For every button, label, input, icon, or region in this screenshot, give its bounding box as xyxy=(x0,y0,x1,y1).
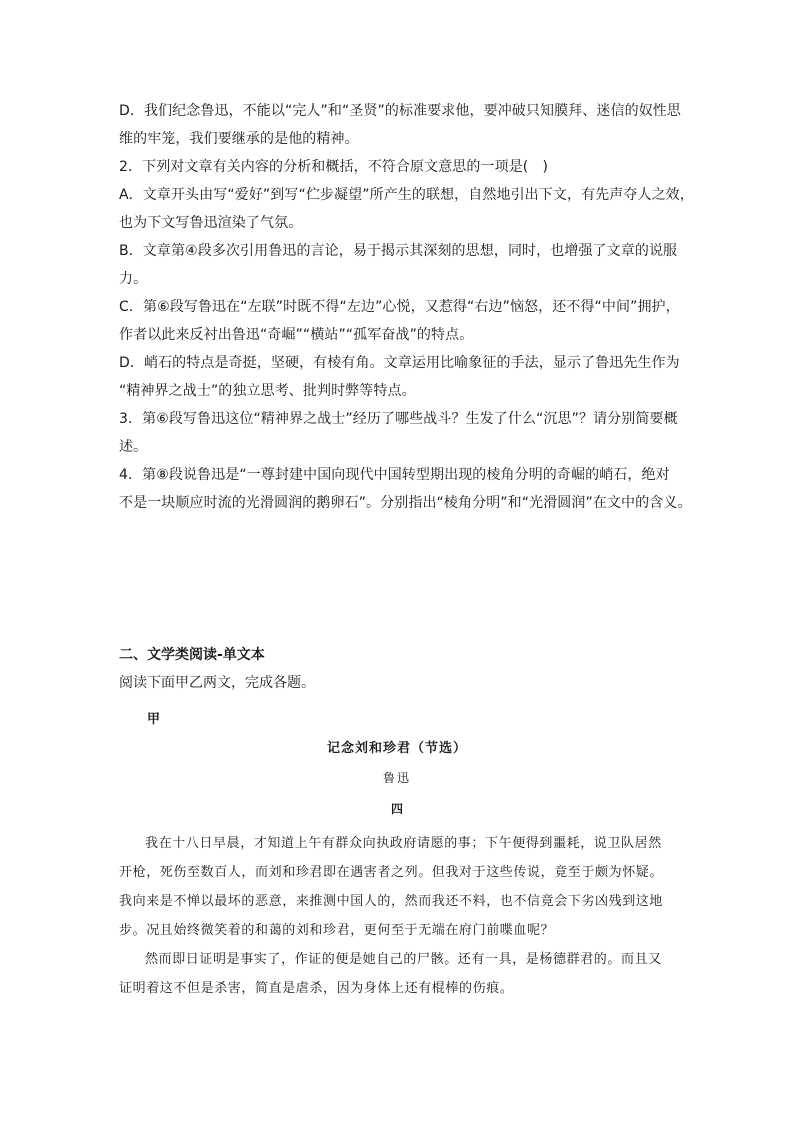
question-4-line-1: 4．第⑧段说鲁迅是“一尊封建中国向现代中国转型期出现的棱角分明的奇崛的峭石，绝对 xyxy=(119,467,670,483)
option-c-line-1: C．第⑥段写鲁迅在“左联”时既不得“左边”心悦，又惹得“右边”恼怒，还不得“中间”拥护， xyxy=(119,299,680,315)
question-block xyxy=(119,97,694,517)
article-author: 鲁迅 xyxy=(382,771,411,785)
text-label-jia: 甲 xyxy=(147,712,161,727)
section-intro: 阅读下面甲乙两文，完成各题。 xyxy=(119,675,315,691)
option-d2-line-1: D．峭石的特点是奇挺，坚硬，有棱有角。文章运用比喻象征的手法，显示了鲁迅先生作为 xyxy=(119,355,680,371)
option-c-line-2: 作者以此来反衬出鲁迅“奇崛”“横站”“孤军奋战”的特点。 xyxy=(119,327,474,343)
option-b-line-2: 力。 xyxy=(119,271,148,287)
article-line: 证明着这不但是杀害，简直是虐杀，因为身体上还有棍棒的伤痕。 xyxy=(119,981,514,996)
article-part-number: 四 xyxy=(390,802,403,816)
question-4-line-2: 不是一块顺应时流的光滑圆润的鹅卵石”。分别指出“棱角分明”和“光滑圆润”在文中的含义。 xyxy=(119,495,692,511)
question-3-line-1: 3．第⑥段写鲁迅这位“精神界之战士”经历了哪些战斗？生发了什么“沉思”？请分别简要概 xyxy=(119,411,678,427)
option-a-line-1: A．文章开头由写“爱好”到写“伫步凝望”所产生的联想，自然地引出下文，有先声夺人之效， xyxy=(119,187,694,203)
question-2: 2．下列对文章有关内容的分析和概括，不符合原文意思的一项是( ) xyxy=(119,159,549,175)
section-title: 二、文学类阅读-单文本 xyxy=(119,647,265,663)
option-d2-line-2: “精神界之战士”的独立思考、批判时弊等特点。 xyxy=(119,383,416,399)
article-body xyxy=(119,829,679,1003)
question-3-line-2: 述。 xyxy=(119,439,148,455)
option-d-line-2: 维的牢笼，我们要继承的是他的精神。 xyxy=(119,131,359,147)
article-line: 我向来是不惮以最坏的恶意，来推测中国人的，然而我还不料，也不信竟会下劣凶残到这地 xyxy=(119,894,664,909)
option-b-line-1: B．文章第④段多次引用鲁迅的言论，易于揭示其深刻的思想，同时，也增强了文章的说服 xyxy=(119,243,678,259)
article-line: 步。况且始终微笑着的和蔼的刘和珍君，更何至于无端在府门前喋血呢？ xyxy=(119,923,555,938)
section-2-header xyxy=(119,641,679,697)
article-title: 记念刘和珍君（节选） xyxy=(326,741,467,756)
article-line: 开枪，死伤至数百人，而刘和珍君即在遇害者之列。但我对于这些传说，竟至于颇为怀疑。 xyxy=(119,865,664,880)
article-line: 我在十八日早晨，才知道上午有群众向执政府请愿的事；下午便得到噩耗，说卫队居然 xyxy=(145,836,662,851)
article-line: 然而即日证明是事实了，作证的便是她自己的尸骸。还有一具，是杨德群君的。而且又 xyxy=(145,952,662,967)
option-a-line-2: 也为下文写鲁迅渲染了气氛。 xyxy=(119,215,303,231)
option-d-line-1: D．我们纪念鲁迅，不能以“完人”和“圣贤”的标准要求他，要冲破只知膜拜、迷信的奴性思 xyxy=(119,103,681,119)
